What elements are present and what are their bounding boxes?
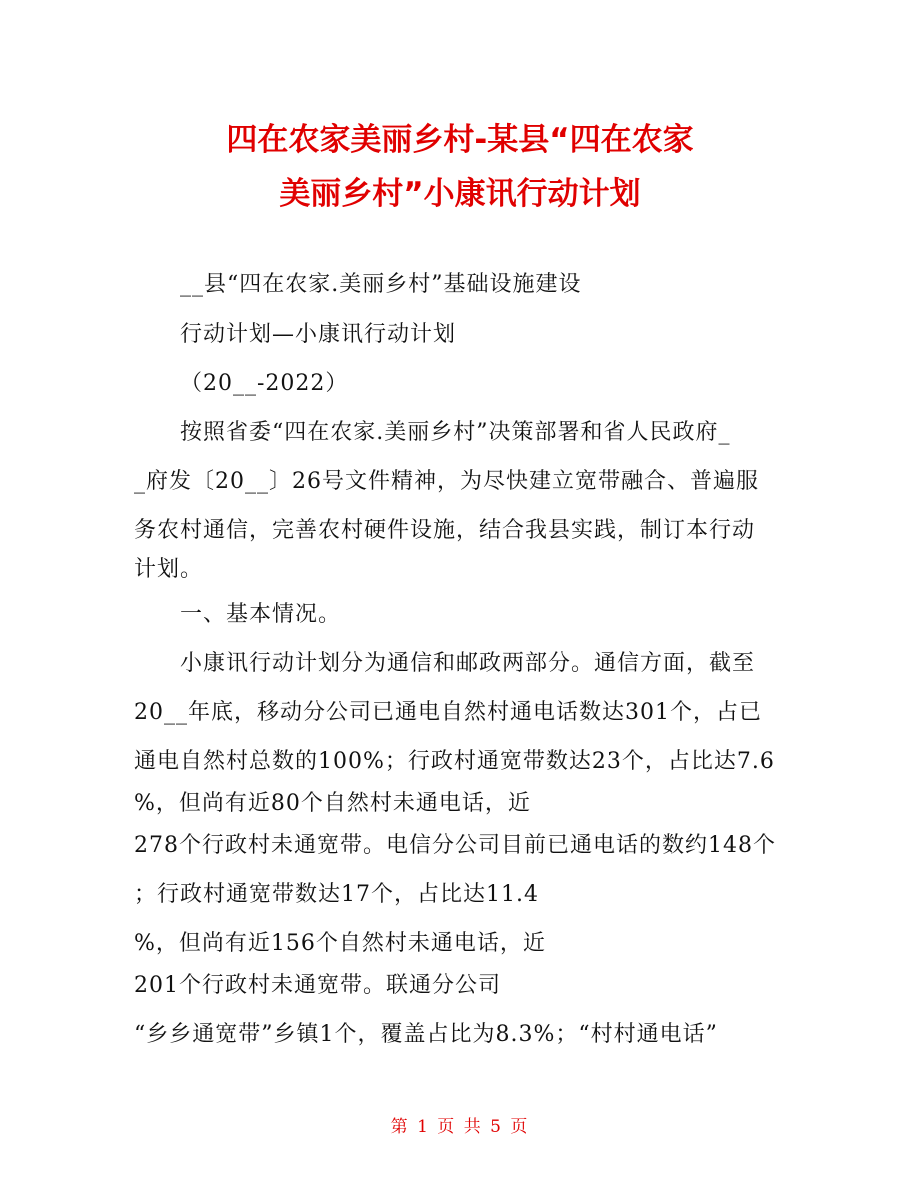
document-title-line-2: 美丽乡村”小康讯行动计划 <box>279 176 641 212</box>
body-line-period: （20__-2022） <box>180 371 349 396</box>
paragraph-line: 按照省委“四在农家.美丽乡村”决策部署和省人民政府_ <box>180 420 731 445</box>
document-title-line-1: 四在农家美丽乡村-某县“四在农家 <box>226 122 694 158</box>
paragraph-line: 务农村通信，完善农村硬件设施，结合我县实践，制订本行动 <box>134 518 756 543</box>
paragraph-line: 通电自然村总数的100%；行政村通宽带数达23个，占比达7.6 <box>134 749 775 774</box>
paragraph-line: “乡乡通宽带”乡镇1个，覆盖占比为8.3%；“村村通电话” <box>134 1022 718 1047</box>
paragraph-line: 201个行政村未通宽带。联通分公司 <box>134 973 501 998</box>
paragraph-line: _府发〔20__〕26号文件精神，为尽快建立宽带融合、普遍服 <box>134 469 759 494</box>
body-line-county-plan: __县“四在农家.美丽乡村”基础设施建设 <box>180 272 582 297</box>
body-line-plan-subtitle: 行动计划—小康讯行动计划 <box>180 322 457 347</box>
paragraph-line: 小康讯行动计划分为通信和邮政两部分。通信方面，截至 <box>180 651 756 676</box>
paragraph-line: %，但尚有近156个自然村未通电话，近 <box>134 931 546 956</box>
paragraph-line: ；行政村通宽带数达17个，占比达11.4 <box>134 882 539 907</box>
paragraph-line: %，但尚有近80个自然村未通电话，近 <box>134 791 531 816</box>
paragraph-line: 20__年底，移动分公司已通电自然村通电话数达301个，占已 <box>134 700 762 725</box>
page-number-footer: 第 1 页 共 5 页 <box>390 1117 530 1137</box>
section-heading: 一、基本情况。 <box>180 602 342 627</box>
paragraph-line: 计划。 <box>134 557 204 582</box>
paragraph-line: 278个行政村未通宽带。电信分公司目前已通电话的数约148个 <box>134 833 776 858</box>
